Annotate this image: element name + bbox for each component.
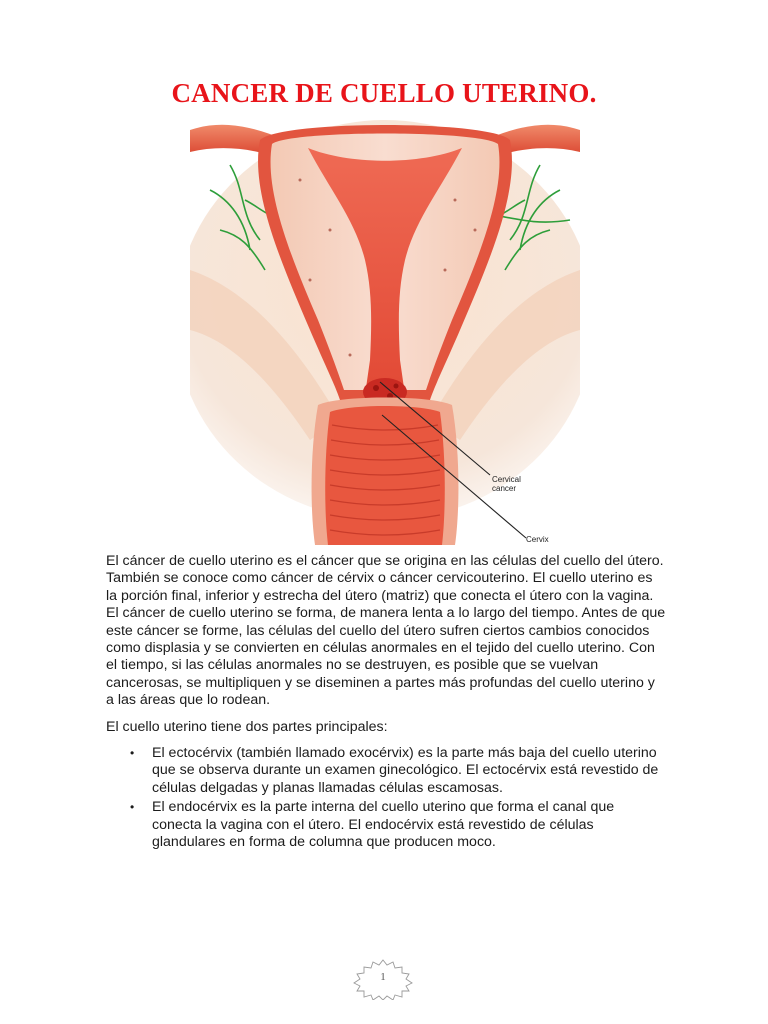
- bullet-text-ectocervix: El ectocérvix (también llamado exocérvix) es la parte más baja del cuello uterino que se observa durante un examen ginecológico. El ectocérvix está revestido de células delgadas y planas llamadas células escamosas.: [152, 745, 659, 796]
- paragraph-parts: El cuello uterino tiene dos partes principales:: [106, 718, 388, 735]
- paragraph-intro: El cáncer de cuello uterino es el cáncer que se origina en las células del cuello del útero. También se conoce como cáncer de cérvix o cáncer cervicouterino. El cuello uterino es la porción final, inferior y estrecha del útero (matriz) que conecta el útero con la vagina. El cáncer de cuello uterino se forma, de manera lenta a lo largo del tiempo. Antes de que este cáncer se forme, las células del cuello del útero sufren ciertos cambios conocidos como displasia y se convierten en células anormales en el tejido del cuello uterino. Con el tiempo, si las células anormales no se destruyen, es posible que se vuelvan cancerosas, se multipliquen y se diseminen a partes más profundas del cuello uterino y a las áreas que lo rodean.: [106, 553, 666, 709]
- bullet-icon: •: [130, 800, 135, 815]
- bullet-icon: •: [130, 746, 135, 761]
- list-item: [106, 745, 666, 797]
- body-text: [106, 553, 666, 854]
- label-cervical-cancer-1: Cervical: [492, 475, 521, 484]
- vagina-icon: [312, 398, 459, 546]
- label-cervical-cancer-2: cancer: [492, 484, 517, 493]
- page-number-badge: [348, 958, 418, 1000]
- list-item: [106, 799, 666, 851]
- bullet-text-endocervix: El endocérvix es la parte interna del cuello uterino que forma el canal que conecta la vagina con el útero. El endocérvix está revestido de células glandulares en forma de columna que producen moco.: [152, 799, 615, 851]
- anatomy-illustration: [190, 120, 580, 545]
- label-cervix: Cervix: [526, 535, 549, 544]
- document-title: CANCER DE CUELLO UTERINO.: [171, 78, 597, 108]
- bullet-list: [106, 745, 666, 851]
- page-number: 1: [380, 971, 386, 983]
